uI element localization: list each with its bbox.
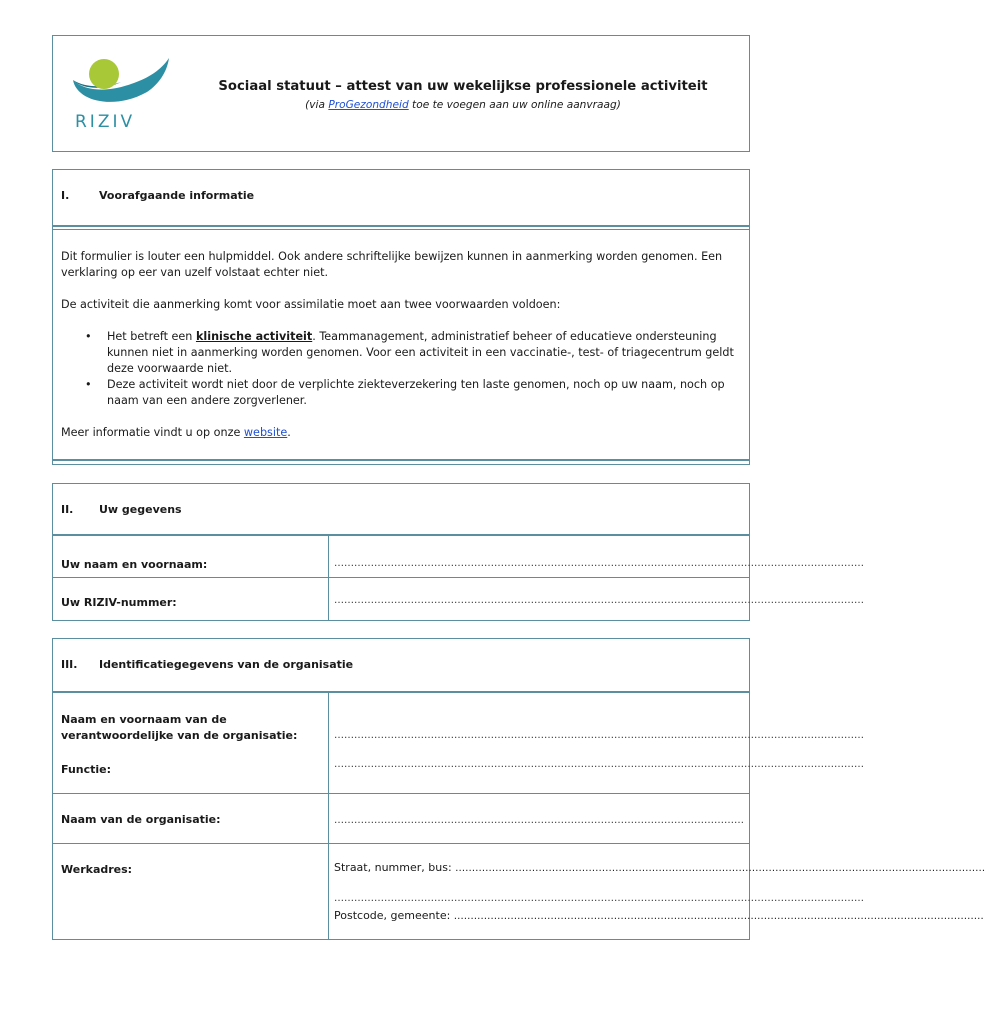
more-info-suffix: . bbox=[287, 426, 291, 439]
section-2-box bbox=[52, 483, 864, 621]
page-title: Sociaal statuut – attest van uw wekelijkse professionele activiteit bbox=[218, 79, 708, 94]
name-label: Uw naam en voornaam: bbox=[61, 558, 208, 571]
section-number: II. bbox=[61, 503, 74, 516]
section-1-box bbox=[52, 169, 750, 465]
list-item bbox=[85, 377, 743, 409]
section-title-text: Uw gegevens bbox=[99, 503, 182, 516]
intro-paragraph: Dit formulier is louter een hulpmiddel. Ook andere schriftelijke bewijzen kunnen in aanmerking worden genomen. Een verklaring op eer van uzelf volstaat echter niet. bbox=[61, 250, 723, 279]
section-1-title bbox=[61, 189, 254, 202]
bullet-icon: • bbox=[85, 330, 92, 343]
section-number: III. bbox=[61, 658, 78, 671]
section-title-text: Identificatiegegevens van de organisatie bbox=[99, 658, 354, 671]
website-link[interactable]: website bbox=[243, 426, 288, 439]
subtitle-prefix: (via bbox=[305, 99, 329, 111]
section-title-text: Voorafgaande informatie bbox=[99, 189, 255, 202]
section-divider bbox=[53, 691, 749, 693]
section-3-box bbox=[52, 638, 985, 940]
section-divider bbox=[53, 229, 749, 230]
postcode-row bbox=[334, 909, 984, 922]
street-label: Straat, nummer, bus: bbox=[334, 861, 456, 874]
more-info-paragraph bbox=[61, 425, 743, 441]
address-extra-field[interactable]: …………………………………………………………………………………………………………………………………………… bbox=[334, 893, 864, 904]
section-3-title bbox=[61, 658, 353, 671]
street-row bbox=[334, 861, 985, 874]
subtitle-suffix: toe te voegen aan uw online aanvraag) bbox=[408, 99, 621, 111]
column-divider bbox=[328, 691, 329, 939]
more-info-prefix: Meer informatie vindt u op onze bbox=[61, 426, 244, 439]
header-box bbox=[52, 35, 750, 152]
bullet-icon: • bbox=[85, 378, 92, 391]
function-label: Functie: bbox=[61, 763, 112, 776]
organisation-name-field[interactable]: …………………………………………………………………………………………………………… bbox=[334, 815, 744, 826]
page-subtitle bbox=[183, 99, 743, 111]
bullet-1-emphasis: klinische activiteit bbox=[195, 330, 313, 343]
section-bottom-rule bbox=[53, 459, 749, 461]
progezondheid-link[interactable]: ProGezondheid bbox=[328, 99, 409, 111]
conditions-paragraph: De activiteit die aanmerking komt voor assimilatie moet aan twee voorwaarden voldoen: bbox=[61, 298, 561, 311]
bullet-2-text: Deze activiteit wordt niet door de verplichte ziekteverzekering ten laste genomen, noch op uw naam, noch op naam van een andere zorgverlener. bbox=[107, 378, 725, 407]
row-divider bbox=[53, 843, 749, 844]
riziv-number-field[interactable]: …………………………………………………………………………………………………………………………………………… bbox=[334, 595, 864, 606]
work-address-label: Werkadres: bbox=[61, 863, 133, 876]
postcode-label: Postcode, gemeente: bbox=[334, 909, 454, 922]
logo-text: RIZIV bbox=[75, 112, 136, 132]
function-field[interactable]: …………………………………………………………………………………………………………………………………………… bbox=[334, 759, 864, 770]
section-1-content bbox=[61, 249, 743, 441]
list-item bbox=[85, 329, 743, 377]
postcode-field[interactable]: …………………………………………………………………………………………………………………………………………… bbox=[453, 911, 984, 922]
bullet-1-prefix: Het betreft een bbox=[107, 330, 196, 343]
street-field[interactable]: …………………………………………………………………………………………………………………………………………… bbox=[455, 863, 985, 874]
section-divider bbox=[53, 225, 749, 227]
organisation-name-label: Naam van de organisatie: bbox=[61, 813, 221, 826]
row-divider bbox=[53, 577, 749, 578]
riziv-number-label: Uw RIZIV-nummer: bbox=[61, 596, 177, 609]
bullet-1-suffix: . Teammanagement, administratief beheer of educatieve ondersteuning kunnen niet in aanmerking worden genomen. Voor een activiteit in een vaccinatie-, test- of triagecentrum geldt deze voorwaarde niet. bbox=[107, 330, 734, 375]
conditions-list bbox=[61, 329, 743, 409]
section-2-title bbox=[61, 503, 182, 516]
responsible-field[interactable]: …………………………………………………………………………………………………………………………………………… bbox=[334, 730, 864, 741]
section-number: I. bbox=[61, 189, 70, 202]
section-divider bbox=[53, 534, 749, 536]
riziv-logo-icon bbox=[69, 54, 173, 114]
responsible-label: Naam en voornaam van de verantwoordelijke van de organisatie: bbox=[61, 713, 298, 742]
name-field[interactable]: …………………………………………………………………………………………………………………………………………… bbox=[334, 558, 864, 569]
riziv-logo bbox=[69, 54, 173, 134]
row-divider bbox=[53, 793, 749, 794]
